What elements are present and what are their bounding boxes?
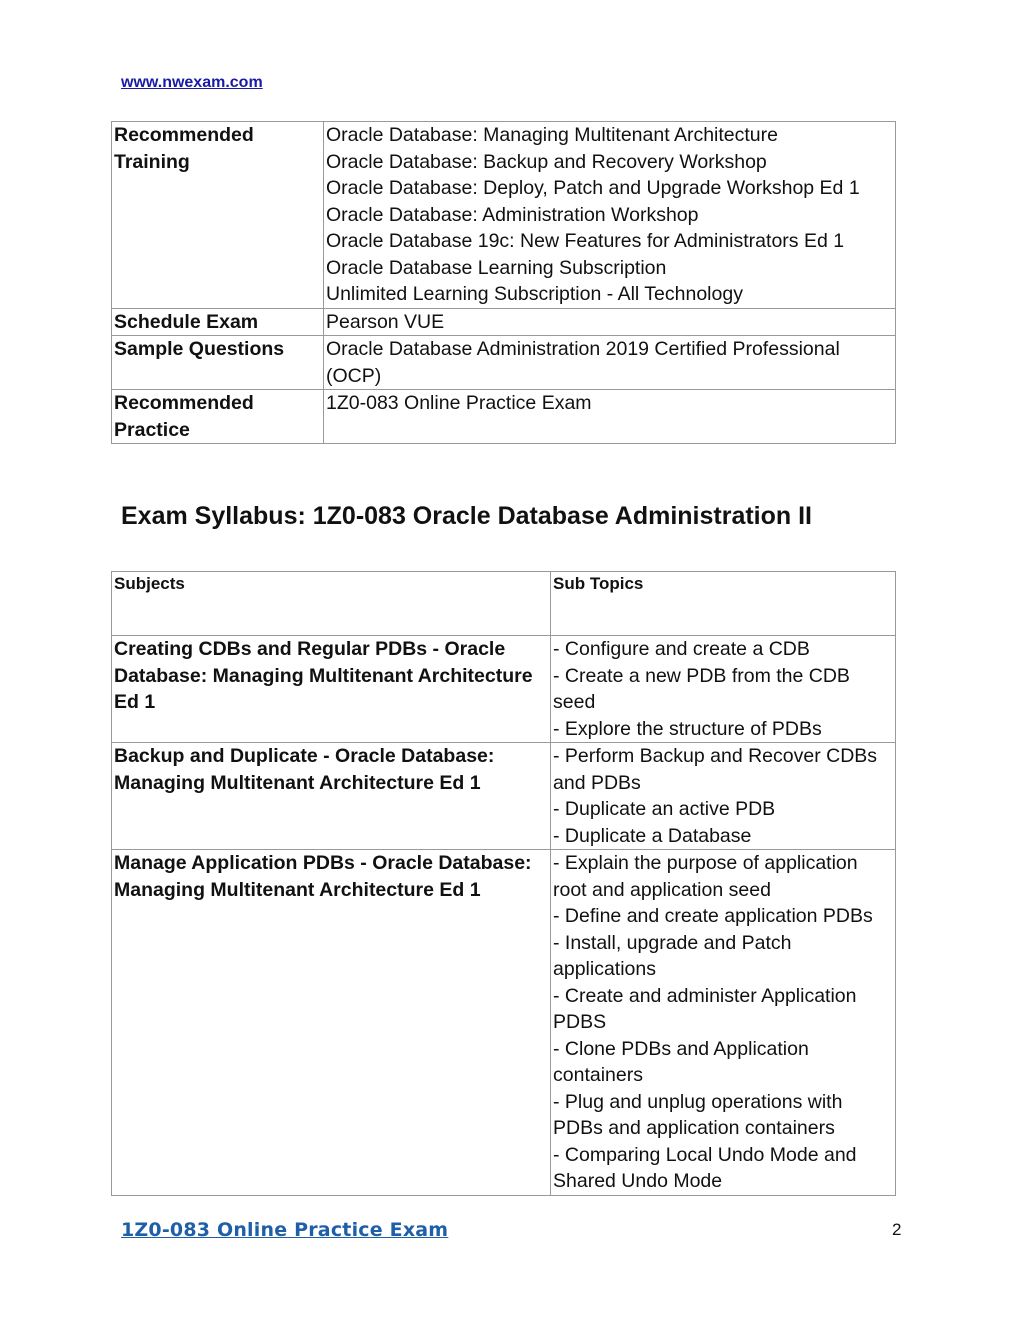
column-header-subjects: Subjects	[112, 572, 551, 636]
training-item: Oracle Database: Deploy, Patch and Upgrade Workshop Ed 1	[326, 177, 860, 199]
topic-item: - Clone PDBs and Application containers	[553, 1037, 809, 1086]
training-item: Unlimited Learning Subscription - All Technology	[326, 283, 743, 305]
topic-item: - Define and create application PDBs	[553, 905, 873, 927]
topic-item: - Explore the structure of PDBs	[553, 717, 822, 740]
topic-item: - Duplicate an active PDB	[553, 798, 776, 820]
table-header-row	[112, 572, 896, 636]
topics-cell	[551, 743, 896, 850]
topic-item: - Perform Backup and Recover CDBs and PDBs	[553, 745, 878, 794]
row-value: Oracle Database Administration 2019 Certified Professional (OCP)	[324, 336, 896, 390]
topic-item: - Create and administer Application PDBS	[553, 984, 857, 1033]
table-row	[112, 743, 896, 850]
practice-exam-link[interactable]: 1Z0-083 Online Practice Exam	[121, 1219, 449, 1241]
table-row	[112, 390, 896, 444]
subject-cell: Backup and Duplicate - Oracle Database: Managing Multitenant Architecture Ed 1	[112, 743, 551, 850]
topic-item: - Plug and unplug operations with PDBs and application containers	[553, 1090, 843, 1139]
training-item: Oracle Database: Backup and Recovery Workshop	[326, 150, 767, 173]
row-value: Pearson VUE	[324, 308, 896, 336]
row-label: Sample Questions	[112, 336, 324, 390]
topic-item: - Explain the purpose of application root and application seed	[553, 852, 858, 901]
topic-item: - Comparing Local Undo Mode and Shared Undo Mode	[553, 1143, 857, 1192]
subject-cell: Creating CDBs and Regular PDBs - Oracle Database: Managing Multitenant Architecture Ed 1	[112, 636, 551, 743]
training-item: Oracle Database: Managing Multitenant Architecture	[326, 124, 778, 146]
topics-cell	[551, 636, 896, 743]
column-header-sub-topics: Sub Topics	[551, 572, 896, 636]
table-row	[112, 336, 896, 390]
row-value: 1Z0-083 Online Practice Exam	[324, 390, 896, 444]
table-row	[112, 122, 896, 309]
training-item: Oracle Database 19c: New Features for Administrators Ed 1	[326, 230, 845, 252]
row-label: Schedule Exam	[112, 308, 324, 336]
topic-item: - Create a new PDB from the CDB seed	[553, 664, 850, 713]
table-row	[112, 308, 896, 336]
row-label: Recommended Practice	[112, 390, 324, 444]
row-label: Recommended Training	[112, 122, 324, 309]
topic-item: - Duplicate a Database	[553, 824, 752, 847]
training-item: Oracle Database Learning Subscription	[326, 256, 667, 279]
topic-item: - Install, upgrade and Patch applications	[553, 931, 792, 980]
topics-cell	[551, 850, 896, 1196]
section-title: Exam Syllabus: 1Z0-083 Oracle Database Administration II	[121, 502, 813, 530]
row-value	[324, 122, 896, 309]
page-number: 2	[892, 1220, 902, 1239]
exam-info-table	[111, 121, 896, 444]
table-row	[112, 636, 896, 743]
site-link[interactable]: www.nwexam.com	[121, 74, 263, 91]
topic-item: - Configure and create a CDB	[553, 638, 810, 660]
subject-cell: Manage Application PDBs - Oracle Database: Managing Multitenant Architecture Ed 1	[112, 850, 551, 1196]
syllabus-table	[111, 571, 896, 1196]
training-item: Oracle Database: Administration Workshop	[326, 203, 699, 226]
table-row	[112, 850, 896, 1196]
